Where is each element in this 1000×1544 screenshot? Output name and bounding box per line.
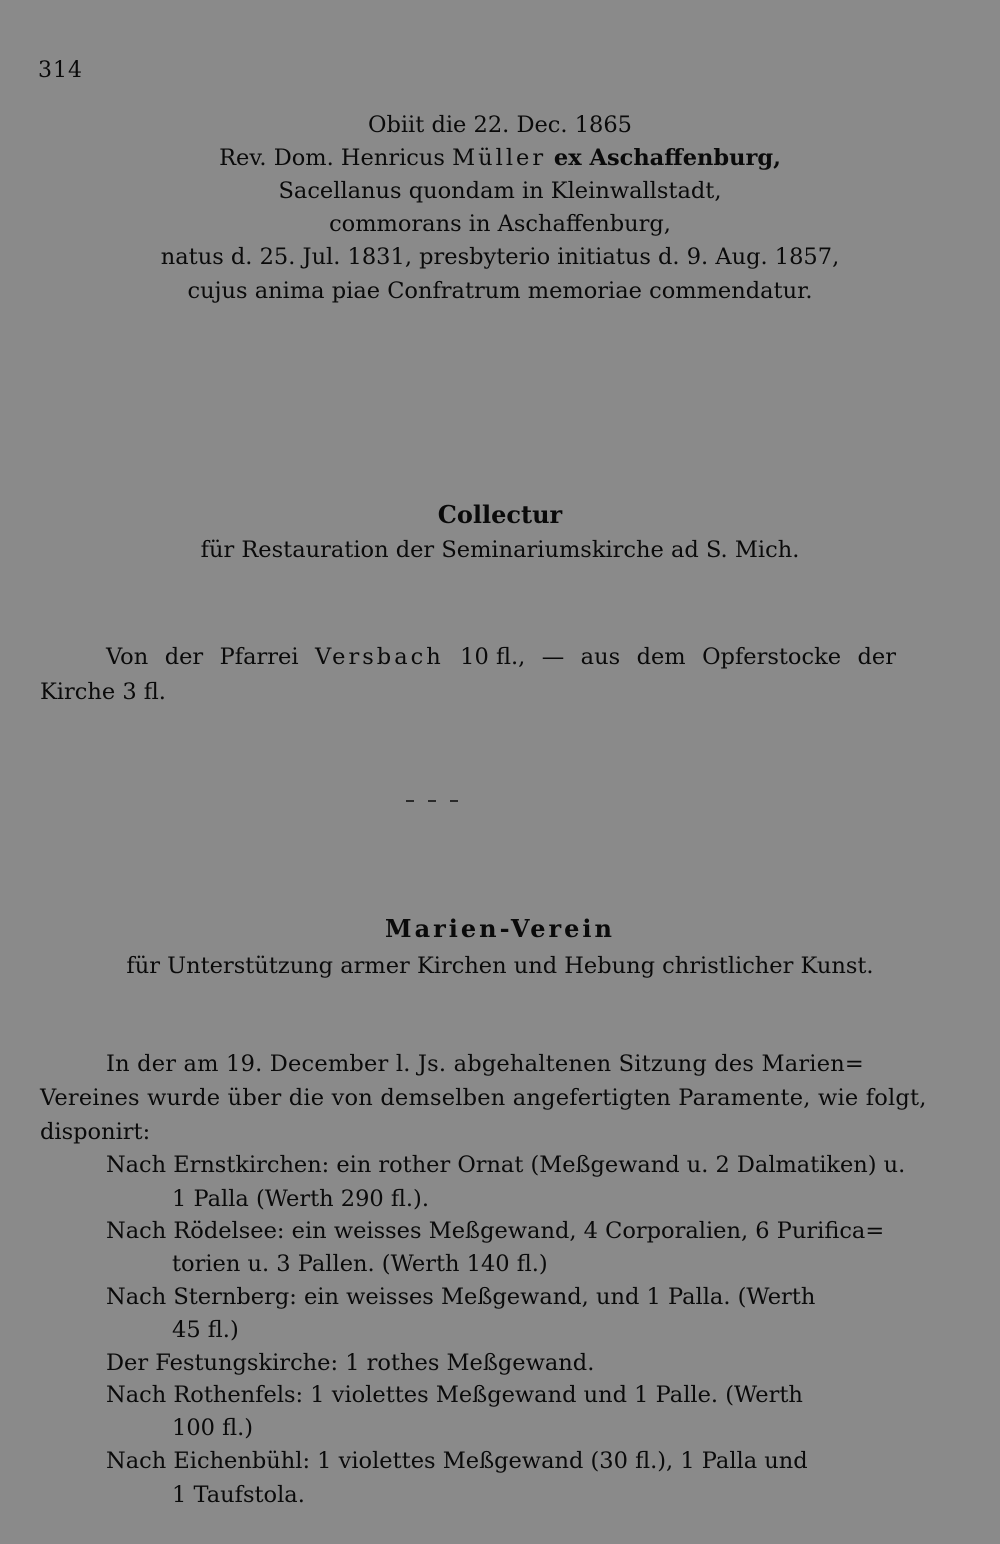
word: dem (636, 644, 686, 670)
word: 10 fl., (460, 644, 526, 670)
marien-intro-line-2: Vereines wurde über die von demselben angefertigten Paramente, wie folgt, (40, 1085, 927, 1111)
obituary-line-2 (0, 143, 1000, 173)
obituary-line-5: natus d. 25. Jul. 1831, presbyterio initiatus d. 9. Aug. 1857, (160, 244, 840, 270)
obituary-line-6: cujus anima piae Confratrum memoriae commendatur. (187, 278, 813, 304)
marien-intro-line-3: disponirt: (40, 1119, 151, 1145)
item-6-line-1: Nach Eichenbühl: 1 violettes Meßgewand (30 fl.), 1 Palla und (106, 1448, 808, 1474)
item-3-line-1: Nach Sternberg: ein weisses Meßgewand, und 1 Palla. (Werth (106, 1284, 816, 1310)
collectur-heading: Collectur (437, 500, 563, 529)
item-5-line-1: Nach Rothenfels: 1 violettes Meßgewand und 1 Palle. (Werth (106, 1382, 803, 1408)
word: Opferstocke (702, 644, 842, 670)
word: der (857, 644, 896, 670)
word: aus (580, 644, 621, 670)
marien-subheading: für Unterstützung armer Kirchen und Hebung christlicher Kunst. (126, 953, 874, 979)
word: Pfarrei (219, 644, 299, 670)
obituary-line-2-prefix: Rev. Dom. Henricus (219, 145, 453, 171)
obituary-name: Müller (452, 145, 547, 171)
collectur-text-line-1 (106, 642, 896, 672)
word: Versbach (314, 644, 444, 670)
item-5-line-2: 100 fl.) (172, 1415, 254, 1441)
collectur-text-line-2: Kirche 3 fl. (40, 679, 166, 705)
section-divider (406, 800, 476, 802)
item-3-line-2: 45 fl.) (172, 1317, 239, 1343)
word: — (541, 644, 565, 670)
word: Von (106, 644, 149, 670)
item-2-line-1: Nach Rödelsee: ein weisses Meßgewand, 4 Corporalien, 6 Purifica= (106, 1218, 885, 1244)
marien-intro-line-1: In der am 19. December l. Js. abgehaltenen Sitzung des Marien= (106, 1051, 864, 1077)
collectur-subheading: für Restauration der Seminariumskirche ad S. Mich. (200, 537, 800, 563)
page-number: 314 (38, 58, 83, 83)
obituary-line-3: Sacellanus quondam in Kleinwallstadt, (278, 178, 722, 204)
obituary-line-4: commorans in Aschaffenburg, (329, 211, 671, 237)
word: der (164, 644, 204, 670)
obituary-line-1: Obiit die 22. Dec. 1865 (368, 112, 632, 138)
item-1-line-2: 1 Palla (Werth 290 fl.). (172, 1186, 429, 1212)
item-4-line-1: Der Festungskirche: 1 rothes Meßgewand. (106, 1350, 595, 1376)
item-2-line-2: torien u. 3 Pallen. (Werth 140 fl.) (172, 1251, 548, 1277)
marien-heading: Marien-Verein (385, 914, 615, 943)
item-6-line-2: 1 Taufstola. (172, 1482, 305, 1508)
obituary-line-2-suffix: ex Aschaffenburg, (546, 145, 781, 171)
item-1-line-1: Nach Ernstkirchen: ein rother Ornat (Meßgewand u. 2 Dalmatiken) u. (106, 1152, 906, 1178)
